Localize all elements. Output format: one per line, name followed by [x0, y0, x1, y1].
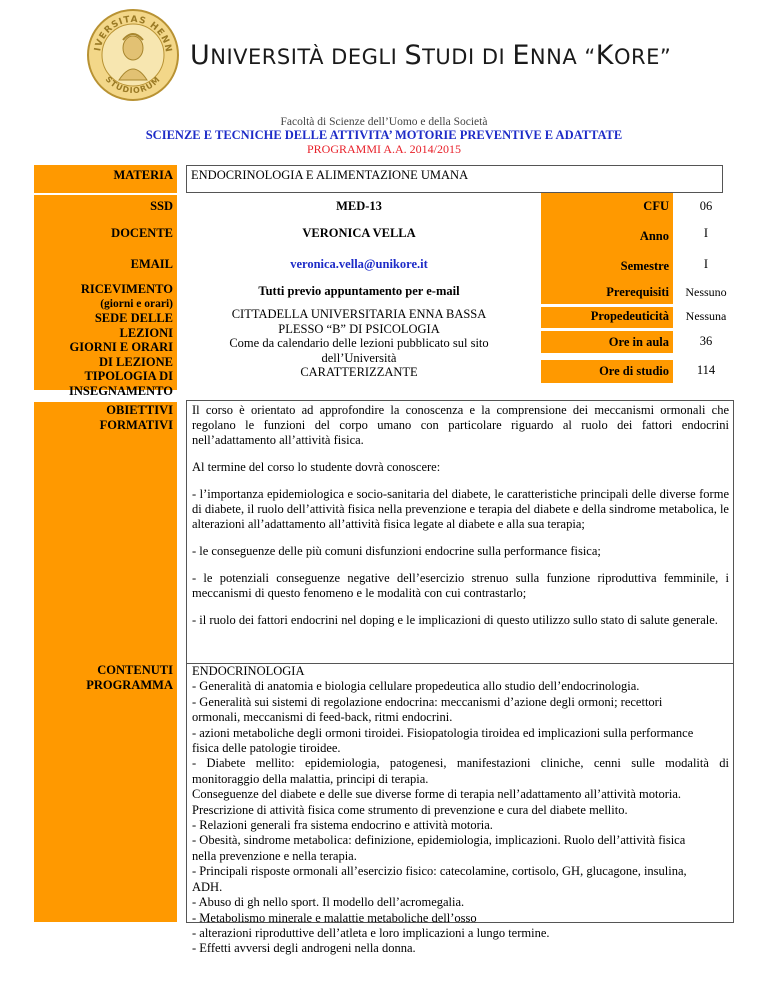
email-value[interactable]: veronica.vella@unikore.it — [290, 257, 428, 271]
contents-line: fisica delle patologie tiroidee. — [192, 741, 341, 756]
ricevimento-sub-label: (giorni e orari) — [100, 297, 173, 310]
university-title: UNIVERSITÀ DEGLI STUDI DI ENNA “KORE” — [190, 40, 672, 71]
contents-line: - Principali risposte ormonali all’esercizio fisico: catecolamine, cortisolo, GH, glucagone, insulina, — [192, 864, 687, 879]
contents-text — [186, 663, 734, 956]
giorni-value-1: Come da calendario delle lezioni pubblicato sul sito — [229, 336, 489, 350]
sede-label-2: LEZIONI — [119, 325, 173, 340]
objectives-paragraph: - l’importanza epidemiologica e socio-sanitaria del diabete, le caratteristiche principali delle diverse forme di diabete, il ruolo dell’attività fisica nella prevenzione e terapia del diabete e della sindrome metabolica, le alterazioni all’adattamento all’attività fisica legate al diabete e alla sua terapia; — [192, 487, 729, 531]
sede-value — [186, 307, 532, 380]
contents-line: - azioni metaboliche degli ormoni tiroidei. Fisiopatologia tiroidea ed implicazioni sulla performance — [192, 725, 694, 740]
giorni-value-2: dell’Università — [321, 350, 397, 365]
ore-aula-value: 36 — [699, 334, 713, 348]
objectives-label-2: FORMATIVI — [99, 418, 173, 432]
giorni-label-1: GIORNI E ORARI — [69, 340, 173, 354]
objectives-paragraph: - le potenziali conseguenze negative dell’esercizio strenuo sulla funzione riproduttiva femminile, i meccanismi di questo fenomeno e le modalità con cui contrastarlo; — [192, 571, 729, 600]
ssd-label: SSD — [34, 195, 177, 222]
propedeuticita-label: Propedeuticità — [541, 307, 673, 328]
propedeuticita-value: Nessuna — [685, 309, 727, 323]
ore-studio-label: Ore di studio — [541, 360, 673, 383]
cfu-value: 06 — [699, 199, 713, 213]
docente-value: VERONICA VELLA — [302, 226, 416, 240]
ricevimento-label: RICEVIMENTO — [80, 282, 173, 296]
contents-line: - Generalità sui sistemi di regolazione endocrina: meccanismi d’azione degli ormoni; recettori — [192, 694, 663, 709]
contents-line: - Metabolismo minerale e malattie metaboliche dell’osso — [192, 910, 477, 925]
sede-value-1: CITTADELLA UNIVERSITARIA ENNA BASSA — [231, 307, 487, 321]
programs-year: PROGRAMMI A.A. 2014/2015 — [306, 142, 462, 156]
materia-label: MATERIA — [34, 165, 177, 193]
contents-line: nella prevenzione e nella terapia. — [192, 848, 357, 863]
semestre-label: Semestre — [541, 253, 673, 283]
objectives-label — [34, 402, 177, 662]
svg-text:UNIVERSITAS HENNAE: IVERSITAS HENN — [93, 14, 174, 54]
objectives-paragraph: Il corso è orientato ad approfondire la conoscenza e la comprensione dei meccanismi ormonali che regolano le funzioni del corpo umano con particolare riguardo al ruolo dei fattori endocrini nell’adattamento all’attività fisica. — [192, 403, 729, 447]
giorni-label-2: DI LEZIONE — [99, 354, 173, 369]
semestre-value: I — [703, 257, 709, 271]
contents-line: - Abuso di gh nello sport. Il modello dell’acromegalia. — [192, 895, 465, 910]
contents-label-2: PROGRAMMA — [86, 678, 173, 692]
sede-value-2: PLESSO “B” DI PSICOLOGIA — [278, 321, 440, 336]
materia-value: ENDOCRINOLOGIA E ALIMENTAZIONE UMANA — [186, 165, 723, 193]
ore-aula-label: Ore in aula — [541, 331, 673, 353]
contents-line: Prescrizione di attività fisica come strumento di prevenzione e cura del diabete mellito. — [192, 802, 628, 817]
objectives-paragraph: - il ruolo dei fattori endocrini nel doping e le implicazioni di questo utilizzo sullo stato di salute generale. — [192, 613, 718, 627]
objectives-text — [186, 400, 734, 664]
tipologia-label-2: INSEGNAMENTO — [69, 383, 173, 398]
university-logo — [86, 8, 180, 102]
contents-line: Conseguenze del diabete e delle sue diverse forme di terapia nell’adattamento all’attività motoria. — [192, 787, 682, 802]
prerequisiti-label: Prerequisiti — [541, 283, 673, 304]
cfu-label: CFU — [541, 193, 673, 223]
contents-label — [34, 662, 177, 922]
sede-label-1: SEDE DELLE — [94, 311, 173, 325]
objectives-paragraph: - le conseguenze delle più comuni disfunzioni endocrine sulla performance fisica; — [192, 544, 601, 558]
svg-text:STUDIORUM: STUDIORUM — [103, 74, 163, 96]
ssd-value: MED-13 — [336, 199, 382, 213]
email-label: EMAIL — [34, 252, 177, 282]
objectives-paragraph: Al termine del corso lo studente dovrà conoscere: — [192, 460, 441, 474]
contents-line: - Diabete mellito: epidemiologia, patogenesi, manifestazioni cliniche, cenni sulle modalità di — [192, 756, 729, 771]
prerequisiti-value: Nessuno — [685, 285, 727, 299]
anno-value: I — [703, 226, 709, 240]
faculty-name: Facoltà di Scienze dell’Uomo e della Società — [280, 116, 488, 128]
docente-label: DOCENTE — [34, 222, 177, 252]
ricevimento-value: Tutti previo appuntamento per e-mail — [258, 284, 460, 298]
contents-label-1: CONTENUTI — [97, 663, 173, 677]
anno-label: Anno — [541, 223, 673, 253]
ore-studio-value: 114 — [696, 363, 716, 377]
contents-line: ENDOCRINOLOGIA — [192, 664, 305, 678]
contents-line: ormonali, meccanismi di feed-back, ritmi endocrini. — [192, 710, 453, 725]
contents-line: - Obesità, sindrome metabolica: definizione, epidemiologia, implicazioni. Ruolo dell’attività fisica — [192, 833, 686, 848]
tipologia-value: CARATTERIZZANTE — [300, 365, 418, 379]
contents-line: - Effetti avversi degli androgeni nella donna. — [192, 941, 416, 956]
contents-line: - Generalità di anatomia e biologia cellulare propedeutica allo studio dell’endocrinologia. — [192, 679, 640, 694]
objectives-label-1: OBIETTIVI — [106, 403, 173, 417]
contents-line: monitoraggio della malattia, principi di terapia. — [192, 771, 429, 786]
tipologia-label-1: TIPOLOGIA DI — [84, 369, 173, 383]
course-name: SCIENZE E TECNICHE DELLE ATTIVITA’ MOTORIE PREVENTIVE E ADATTATE — [145, 128, 623, 142]
contents-line: - Relazioni generali fra sistema endocrino e attività motoria. — [192, 818, 493, 833]
contents-line: - alterazioni riproduttive dell’atleta e loro implicazioni a lungo termine. — [192, 925, 550, 940]
logistics-labels — [34, 282, 177, 398]
contents-line: ADH. — [192, 879, 223, 894]
